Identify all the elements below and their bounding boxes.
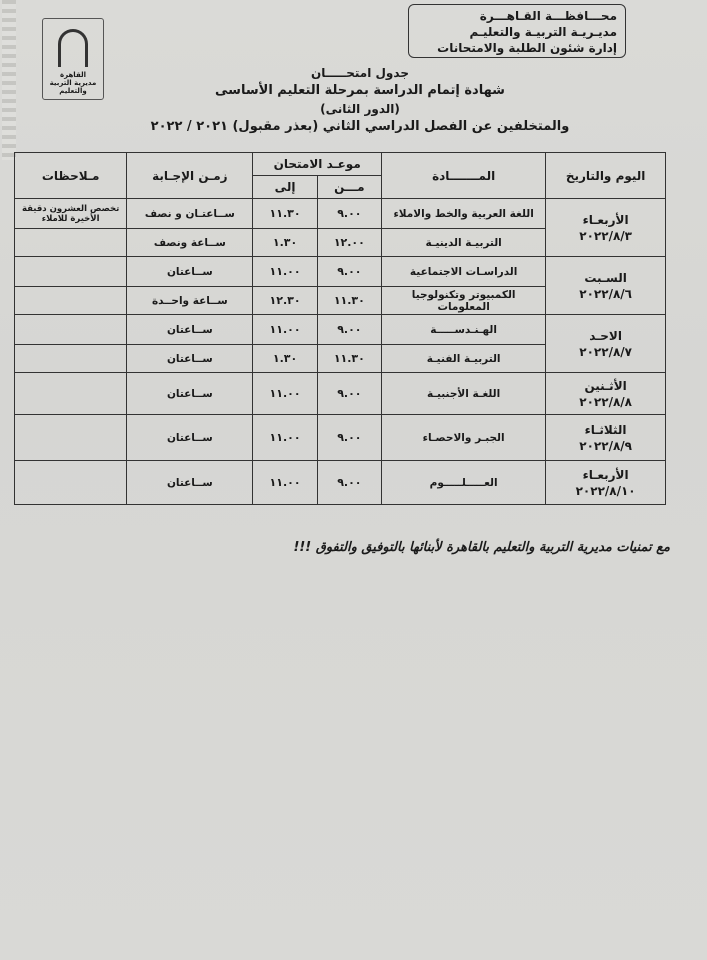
day-name: الأربعـاء [582, 212, 629, 227]
day-name: الاحـد [589, 328, 622, 343]
table-row [15, 315, 666, 345]
to-time-cell: ١١.٠٠ [253, 415, 317, 461]
notes-cell [15, 315, 127, 345]
notes-cell [15, 287, 127, 315]
duration-cell: ســاعتان [127, 415, 253, 461]
table-row [15, 257, 666, 287]
directorate-header [408, 4, 626, 58]
title-line-3: (الدور الثانى) [320, 102, 400, 116]
header-to: إلى [253, 176, 317, 199]
subject-cell: اللغة العربية والخط والاملاء [382, 199, 546, 229]
binding-edge [2, 0, 16, 160]
subject-cell: الكمبيوتر وتكنولوجيا المعلومات [382, 287, 546, 315]
header-from: مـــن [317, 176, 381, 199]
header-subject: المـــــــادة [382, 153, 546, 199]
exam-title [150, 64, 570, 136]
from-time-cell: ٩.٠٠ [317, 199, 381, 229]
day-name: السـبت [584, 270, 627, 285]
table-row [15, 199, 666, 229]
to-time-cell: ١١.٣٠ [253, 199, 317, 229]
header-exam-time: موعـد الامتحان [253, 153, 382, 176]
day-date-cell [546, 199, 666, 257]
day-date-cell [546, 257, 666, 315]
subject-cell: الجبـر والاحصـاء [382, 415, 546, 461]
exam-date: ٢٠٢٢/٨/١٠ [575, 483, 636, 498]
day-date-cell [546, 315, 666, 373]
to-time-cell: ١٢.٣٠ [253, 287, 317, 315]
notes-cell: تخصص العشرون دقيقة الأخيرة للاملاء [15, 199, 127, 229]
duration-cell: ســاعتان [127, 461, 253, 505]
logo-text-1: القاهرة [59, 71, 87, 79]
subject-cell: اللغـة الأجنبيـة [382, 373, 546, 415]
subject-cell: الدراسـات الاجتماعية [382, 257, 546, 287]
table-row [15, 415, 666, 461]
notes-cell [15, 257, 127, 287]
notes-cell [15, 373, 127, 415]
cairo-logo [42, 18, 104, 100]
exam-schedule-table [14, 152, 666, 505]
to-time-cell: ١١.٠٠ [253, 315, 317, 345]
from-time-cell: ٩.٠٠ [317, 257, 381, 287]
to-time-cell: ١١.٠٠ [253, 373, 317, 415]
duration-cell: ســاعتان [127, 373, 253, 415]
day-name: الأثـنين [584, 378, 627, 393]
notes-cell [15, 415, 127, 461]
exam-date: ٢٠٢٢/٨/٨ [579, 394, 632, 409]
title-line-2: شهادة إتمام الدراسة بمرحلة التعليم الأساسى [215, 83, 505, 98]
duration-cell: ســاعة واحــدة [127, 287, 253, 315]
exam-date: ٢٠٢٢/٨/٩ [579, 438, 632, 453]
to-time-cell: ١.٣٠ [253, 229, 317, 257]
from-time-cell: ٩.٠٠ [317, 373, 381, 415]
logo-text-2: مديرية التربية والتعليم [49, 79, 97, 95]
from-time-cell: ١١.٣٠ [317, 287, 381, 315]
header-duration: زمـن الإجـابة [127, 153, 253, 199]
arch-icon [58, 29, 88, 67]
from-time-cell: ٩.٠٠ [317, 315, 381, 345]
notes-cell [15, 345, 127, 373]
header-day-date: اليوم والتاريخ [546, 153, 666, 199]
directorate-line: مديـريـة التربيـة والتعليـم [469, 25, 617, 39]
day-date-cell [546, 461, 666, 505]
duration-cell: ســاعتان [127, 345, 253, 373]
table-row [15, 461, 666, 505]
duration-cell: ســاعتان [127, 257, 253, 287]
exam-date: ٢٠٢٢/٨/٣ [579, 228, 632, 243]
day-date-cell [546, 415, 666, 461]
subject-cell: التربيـة الدينيـة [382, 229, 546, 257]
department-line: إدارة شئون الطلبة والامتحانات [437, 41, 617, 55]
governorate-line: محـــافظـــة القـاهـــرة [479, 9, 617, 23]
duration-cell: ســاعة ونصف [127, 229, 253, 257]
duration-cell: ســاعتان [127, 315, 253, 345]
to-time-cell: ١.٣٠ [253, 345, 317, 373]
notes-cell [15, 461, 127, 505]
from-time-cell: ١٢.٠٠ [317, 229, 381, 257]
closing-wishes: مع تمنيات مديرية التربية والتعليم بالقاهرة لأبنائها بالتوفيق والتفوق !!! [293, 540, 670, 555]
from-time-cell: ١١.٣٠ [317, 345, 381, 373]
title-line-1: جدول امتحـــــان [311, 66, 409, 80]
day-name: الثلاثـاء [584, 422, 627, 437]
from-time-cell: ٩.٠٠ [317, 415, 381, 461]
exam-date: ٢٠٢٢/٨/٧ [579, 344, 632, 359]
to-time-cell: ١١.٠٠ [253, 257, 317, 287]
subject-cell: الهـنـدســـــة [382, 315, 546, 345]
header-notes: مـلاحظات [15, 153, 127, 199]
table-row [15, 373, 666, 415]
subject-cell: التربيـة الفنيـة [382, 345, 546, 373]
notes-cell [15, 229, 127, 257]
day-name: الأربعـاء [582, 467, 629, 482]
title-line-4: والمتخلفين عن الفصل الدراسي الثاني (بعذر مقبول) ٢٠٢١ / ٢٠٢٢ [150, 119, 570, 134]
day-date-cell [546, 373, 666, 415]
exam-date: ٢٠٢٢/٨/٦ [579, 286, 632, 301]
duration-cell: ســاعتـان و نصف [127, 199, 253, 229]
subject-cell: العـــــلـــــوم [382, 461, 546, 505]
to-time-cell: ١١.٠٠ [253, 461, 317, 505]
from-time-cell: ٩.٠٠ [317, 461, 381, 505]
